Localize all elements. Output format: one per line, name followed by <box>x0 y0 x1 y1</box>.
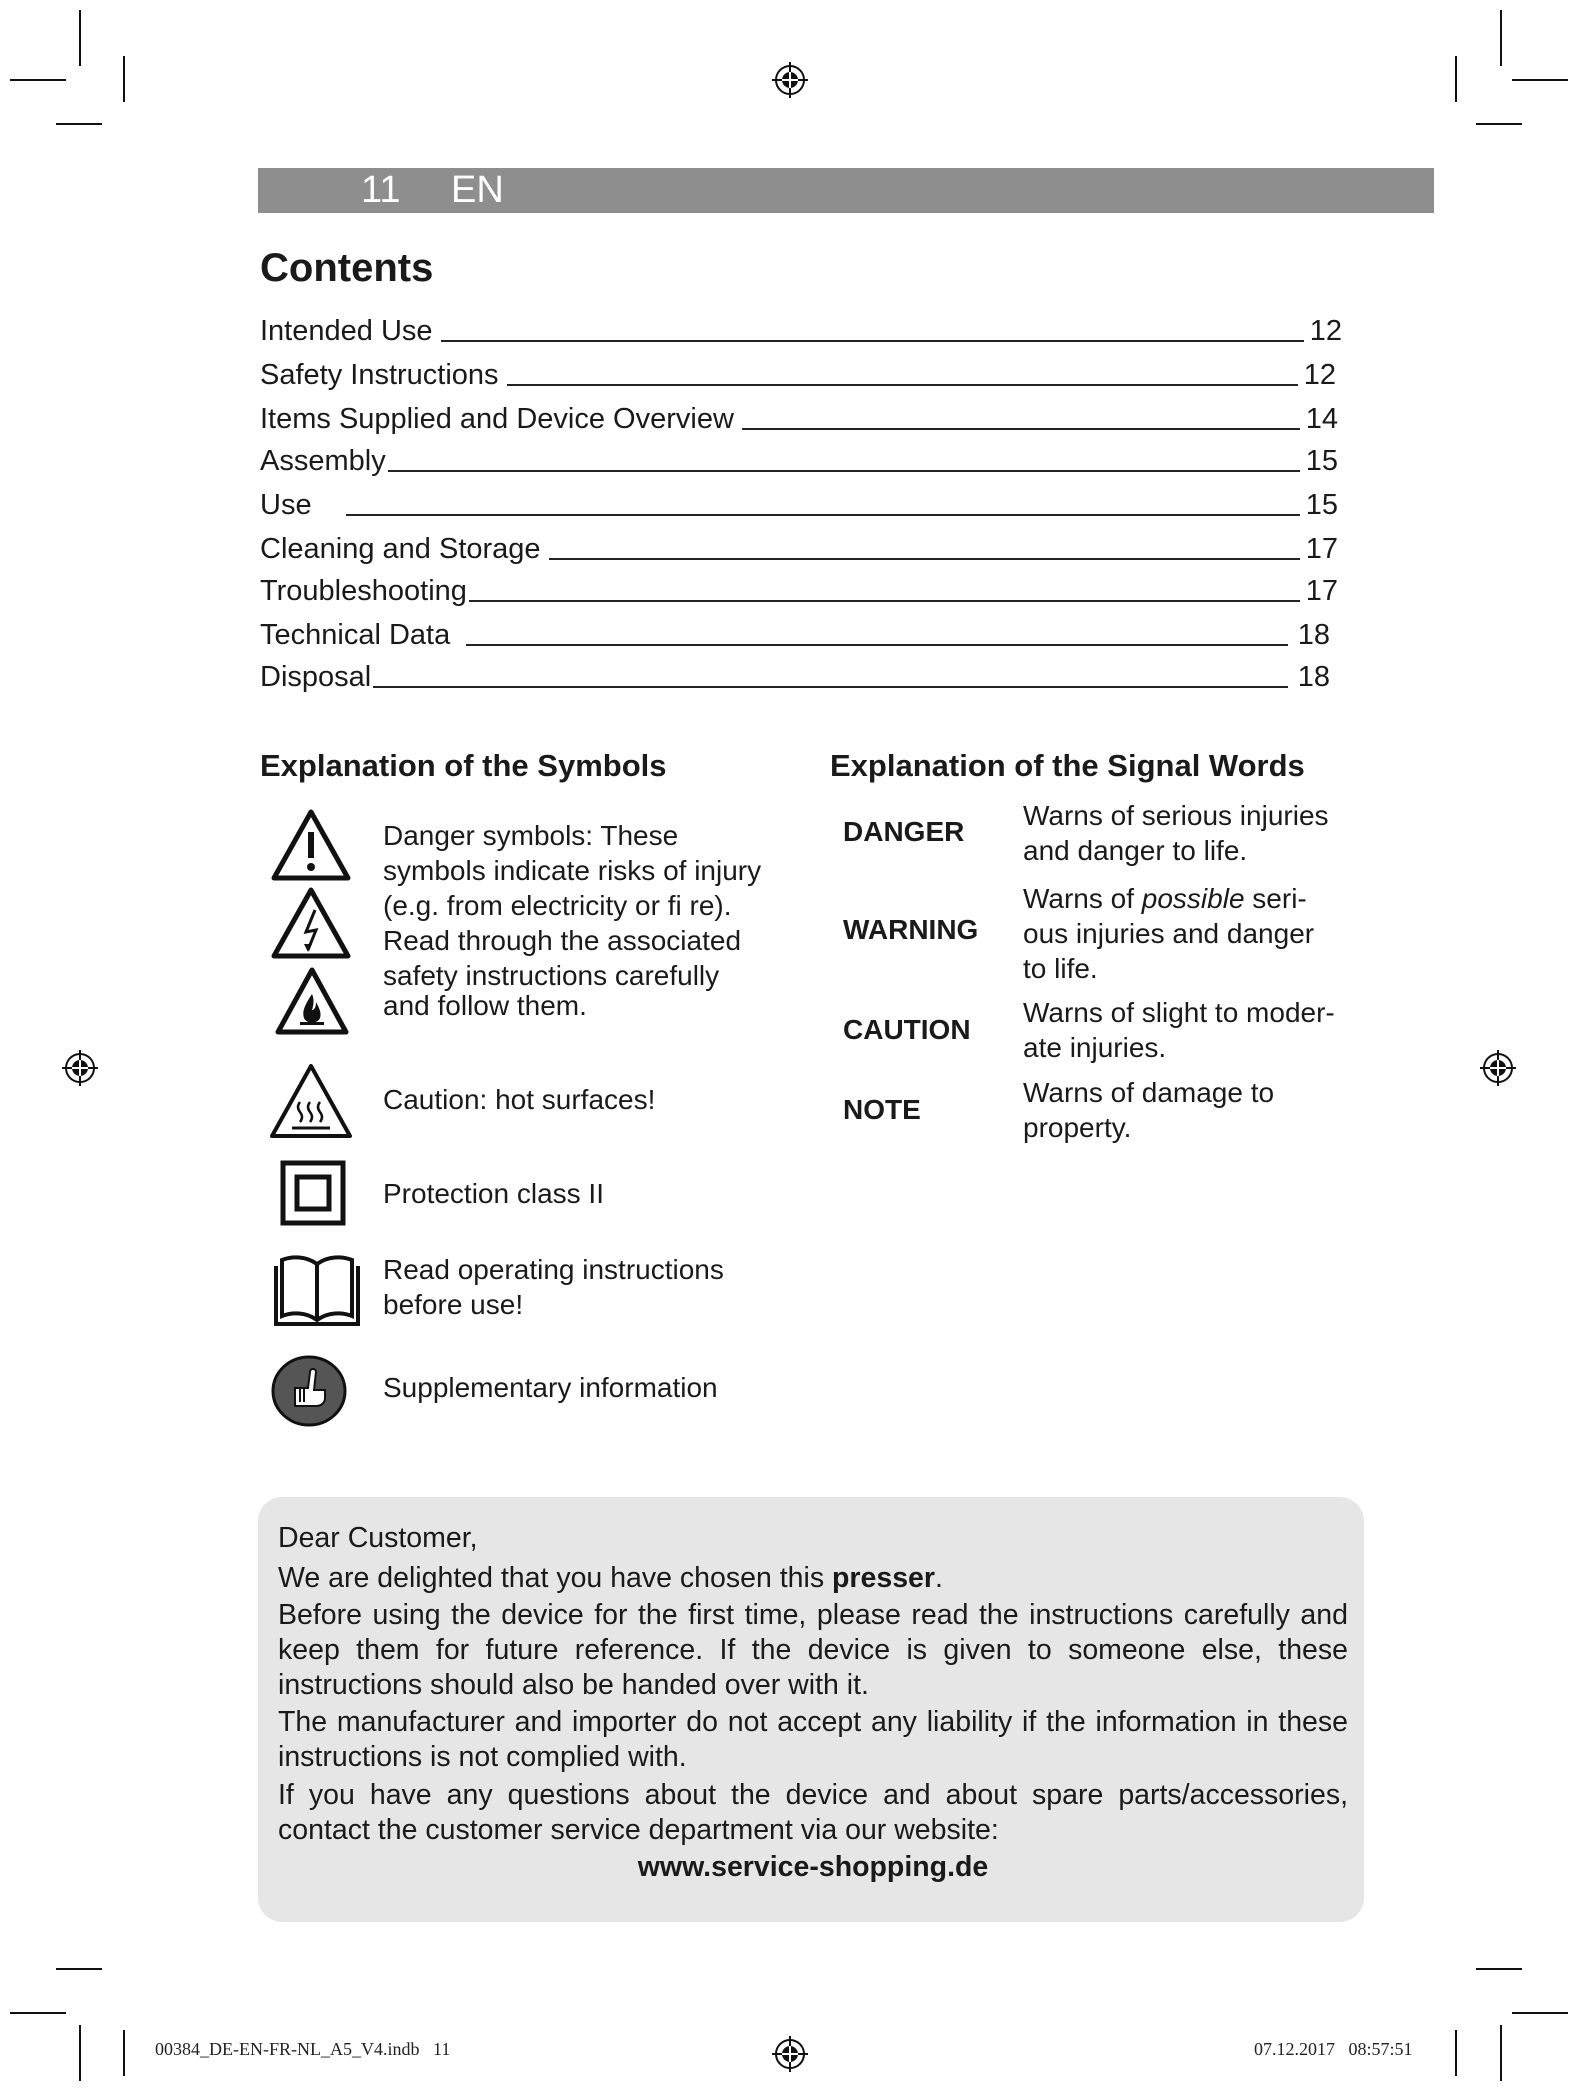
signal-word-warning-desc <box>1023 881 1363 986</box>
hand-info-icon <box>270 1354 348 1428</box>
signal-desc-text: Warns of <box>1023 883 1142 914</box>
book-icon <box>272 1250 362 1326</box>
danger-symbols-text <box>383 818 761 1023</box>
toc-label: Intended Use <box>260 315 433 347</box>
page-number: 11 <box>361 169 401 211</box>
toc-page: 17 <box>1305 533 1338 565</box>
fire-warning-icon <box>274 966 350 1036</box>
toc-leader <box>466 643 1288 646</box>
signal-desc-line: property. <box>1023 1112 1132 1143</box>
toc-page: 15 <box>1305 445 1338 477</box>
toc-page: 18 <box>1297 661 1330 693</box>
greeting: Dear Customer, <box>278 1522 478 1554</box>
toc-entry <box>260 654 1330 694</box>
signal-desc-line: Warns of damage to <box>1023 1077 1275 1108</box>
signal-desc-line <box>1023 881 1363 916</box>
signal-word-caution-desc <box>1023 995 1363 1065</box>
toc-page: 17 <box>1305 575 1338 607</box>
instructions-paragraph: Before using the device for the first time, please read the instructions carefully and keep them for future reference. If the device is given to someone else, these instructions should also be handed over with it. <box>278 1599 1348 1701</box>
symbol-text-line: symbols indicate risks of injury <box>383 855 762 886</box>
language-code: EN <box>451 169 504 211</box>
toc-page: 12 <box>1303 359 1336 391</box>
signal-word-warning: WARNING <box>843 914 979 945</box>
signal-desc-line: to life. <box>1023 953 1098 984</box>
registration-mark-icon <box>60 1048 100 1088</box>
toc-page: 12 <box>1309 315 1342 347</box>
symbols-title: Explanation of the Symbols <box>260 748 667 783</box>
signal-word-danger: DANGER <box>843 816 965 847</box>
toc-label: Cleaning and Storage <box>260 533 541 565</box>
toc-page: 14 <box>1305 403 1338 435</box>
signal-desc-line: Warns of serious injuries <box>1023 800 1329 831</box>
toc-label: Items Supplied and Device Overview <box>260 403 734 435</box>
toc-leader <box>742 427 1300 430</box>
toc-leader <box>507 383 1298 386</box>
hot-surface-icon <box>268 1062 354 1140</box>
signal-desc-line: Warns of slight to moder- <box>1023 997 1335 1028</box>
signal-desc-line: ous injuries and danger <box>1023 918 1315 949</box>
signal-desc-italic: possible <box>1141 883 1245 914</box>
toc-entry <box>260 482 1338 522</box>
signal-words-title: Explanation of the Signal Words <box>830 748 1305 783</box>
symbol-text-line: and follow them. <box>383 990 587 1021</box>
intro-text: . <box>935 1562 943 1594</box>
product-name: presser <box>832 1562 935 1594</box>
signal-desc-line: ate injuries. <box>1023 1032 1167 1063</box>
toc-page: 18 <box>1297 619 1330 651</box>
customer-message-box <box>258 1497 1364 1922</box>
website-link[interactable]: www.service-shopping.de <box>637 1851 989 1883</box>
toc-entry <box>260 308 1342 348</box>
signal-word-danger-desc <box>1023 798 1363 868</box>
liability-paragraph: The manufacturer and importer do not accept any liability if the information in these instructions is not complied with. <box>278 1706 1348 1773</box>
signal-word-note-desc <box>1023 1075 1363 1145</box>
contents-title: Contents <box>260 246 434 290</box>
signal-word-note: NOTE <box>843 1094 921 1125</box>
intro-line <box>278 1561 1348 1596</box>
signal-desc-line: and danger to life. <box>1023 835 1248 866</box>
signal-word-caution: CAUTION <box>843 1014 971 1045</box>
footer-file-name: 00384_DE-EN-FR-NL_A5_V4.indb 11 <box>155 2039 451 2059</box>
registration-mark-icon <box>770 60 810 100</box>
electricity-warning-icon <box>270 886 352 960</box>
intro-text: We are delighted that you have chosen this <box>278 1562 832 1594</box>
footer-datetime: 07.12.2017 08:57:51 <box>1254 2039 1413 2059</box>
hot-surface-text: Caution: hot surfaces! <box>383 1084 656 1115</box>
toc-entry <box>260 438 1338 478</box>
toc-label: Disposal <box>260 661 372 693</box>
signal-desc-text: seri- <box>1244 883 1307 914</box>
supplementary-info-text: Supplementary information <box>383 1372 718 1403</box>
toc-entry <box>260 526 1338 566</box>
toc-leader <box>373 685 1288 688</box>
toc-page: 15 <box>1305 489 1338 521</box>
protection-class-text: Protection class II <box>383 1178 604 1209</box>
toc-leader <box>441 339 1304 342</box>
toc-label: Safety Instructions <box>260 359 499 391</box>
toc-entry <box>260 396 1338 436</box>
symbol-text-line: Danger symbols: These <box>383 820 679 851</box>
symbol-text-line: safety instructions carefully <box>383 960 720 991</box>
symbol-text-line: Read operating instructions <box>383 1254 724 1285</box>
toc-leader <box>388 469 1300 472</box>
contact-paragraph: If you have any questions about the device and about spare parts/accessories, contact the customer service department via our website: <box>278 1779 1348 1846</box>
symbol-text-line: before use! <box>383 1289 524 1320</box>
symbol-text-line: (e.g. from electricity or fi re). <box>383 890 732 921</box>
read-instructions-text <box>383 1252 724 1322</box>
toc-label: Assembly <box>260 445 386 477</box>
toc-entry <box>260 352 1336 392</box>
toc-entry <box>260 568 1338 608</box>
toc-leader <box>549 557 1300 560</box>
toc-label: Troubleshooting <box>260 575 467 607</box>
toc-label: Use <box>260 489 312 521</box>
danger-warning-icon <box>270 808 352 882</box>
page-header-bar <box>258 168 1434 213</box>
toc-label: Technical Data <box>260 619 451 651</box>
protection-class-icon <box>280 1160 346 1226</box>
toc-leader <box>469 599 1300 602</box>
toc-entry <box>260 612 1330 652</box>
symbol-text-line: Read through the associated <box>383 925 742 956</box>
registration-mark-icon <box>1478 1048 1518 1088</box>
toc-leader <box>346 513 1300 516</box>
registration-mark-icon <box>770 2034 810 2074</box>
